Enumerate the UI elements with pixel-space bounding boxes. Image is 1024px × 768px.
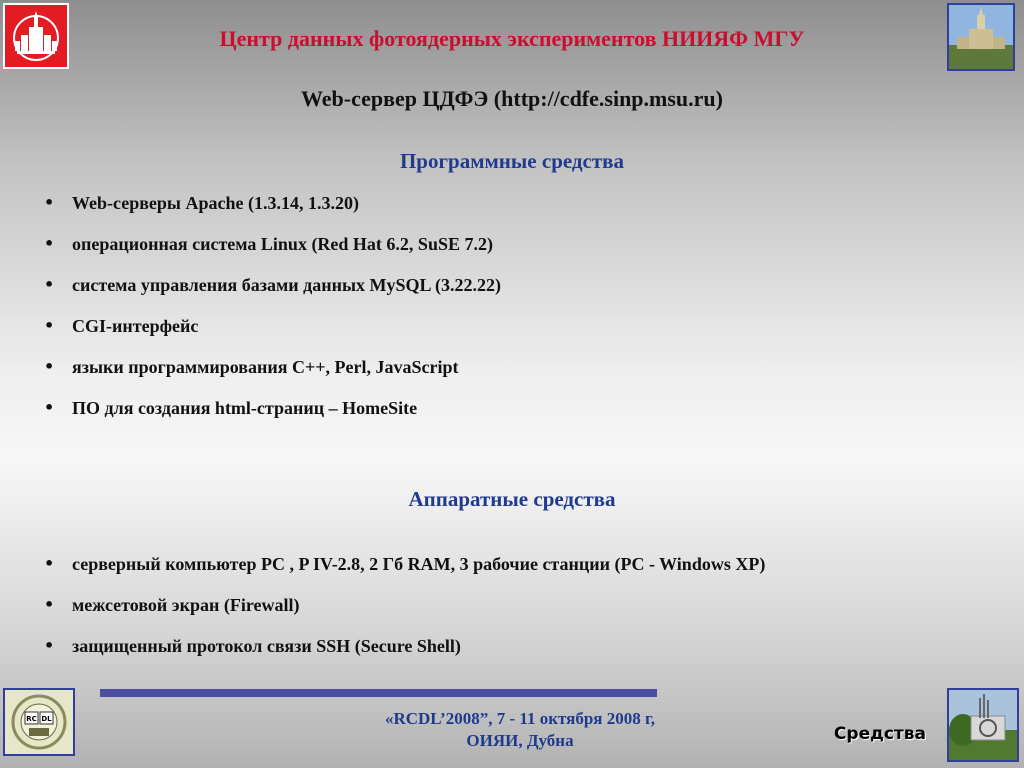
- hardware-heading: Аппаратные средства: [408, 487, 616, 511]
- list-item: • Web-серверы Apache (1.3.14, 1.3.20): [42, 191, 1002, 232]
- rcdl-logo: [3, 688, 75, 756]
- page-title: Центр данных фотоядерных экспериментов НИИЯФ МГУ: [219, 26, 805, 51]
- jinr-building-icon: [949, 690, 1017, 760]
- dubna-photo: [947, 688, 1019, 762]
- list-item: • защищенный протокол связи SSH (Secure Shell): [42, 634, 1002, 675]
- slide-section-label: Средства: [833, 724, 926, 744]
- list-item: • серверный компьютер PC , P IV-2.8, 2 Гб RAM, 3 рабочие станции (PC - Windows XP): [42, 552, 1002, 593]
- list-item: • операционная система Linux (Red Hat 6.2, SuSE 7.2): [42, 232, 1002, 273]
- list-item: • языки программирования С++, Perl, JavaScript: [42, 355, 1002, 396]
- footer-divider-bar: [100, 689, 657, 697]
- list-item: • ПО для создания html-страниц – HomeSite: [42, 396, 1002, 437]
- rcdl-emblem-icon: [5, 690, 73, 754]
- list-item: • система управления базами данных MySQL (3.22.22): [42, 273, 1002, 314]
- hardware-list: [42, 552, 1002, 675]
- list-item: • CGI-интерфейс: [42, 314, 1002, 355]
- conference-line-2: ОИЯИ, Дубна: [466, 731, 574, 750]
- conference-line-1: «RCDL’2008”, 7 - 11 октября 2008 г,: [384, 709, 656, 728]
- rcdl-left-label: RC: [26, 715, 37, 723]
- list-item: • межсетовой экран (Firewall): [42, 593, 1002, 634]
- rcdl-right-label: DL: [41, 715, 52, 723]
- software-list: [42, 191, 1002, 437]
- software-heading: Программные средства: [399, 149, 625, 173]
- server-subtitle: Web-сервер ЦДФЭ (http://cdfe.sinp.msu.ru): [301, 86, 723, 111]
